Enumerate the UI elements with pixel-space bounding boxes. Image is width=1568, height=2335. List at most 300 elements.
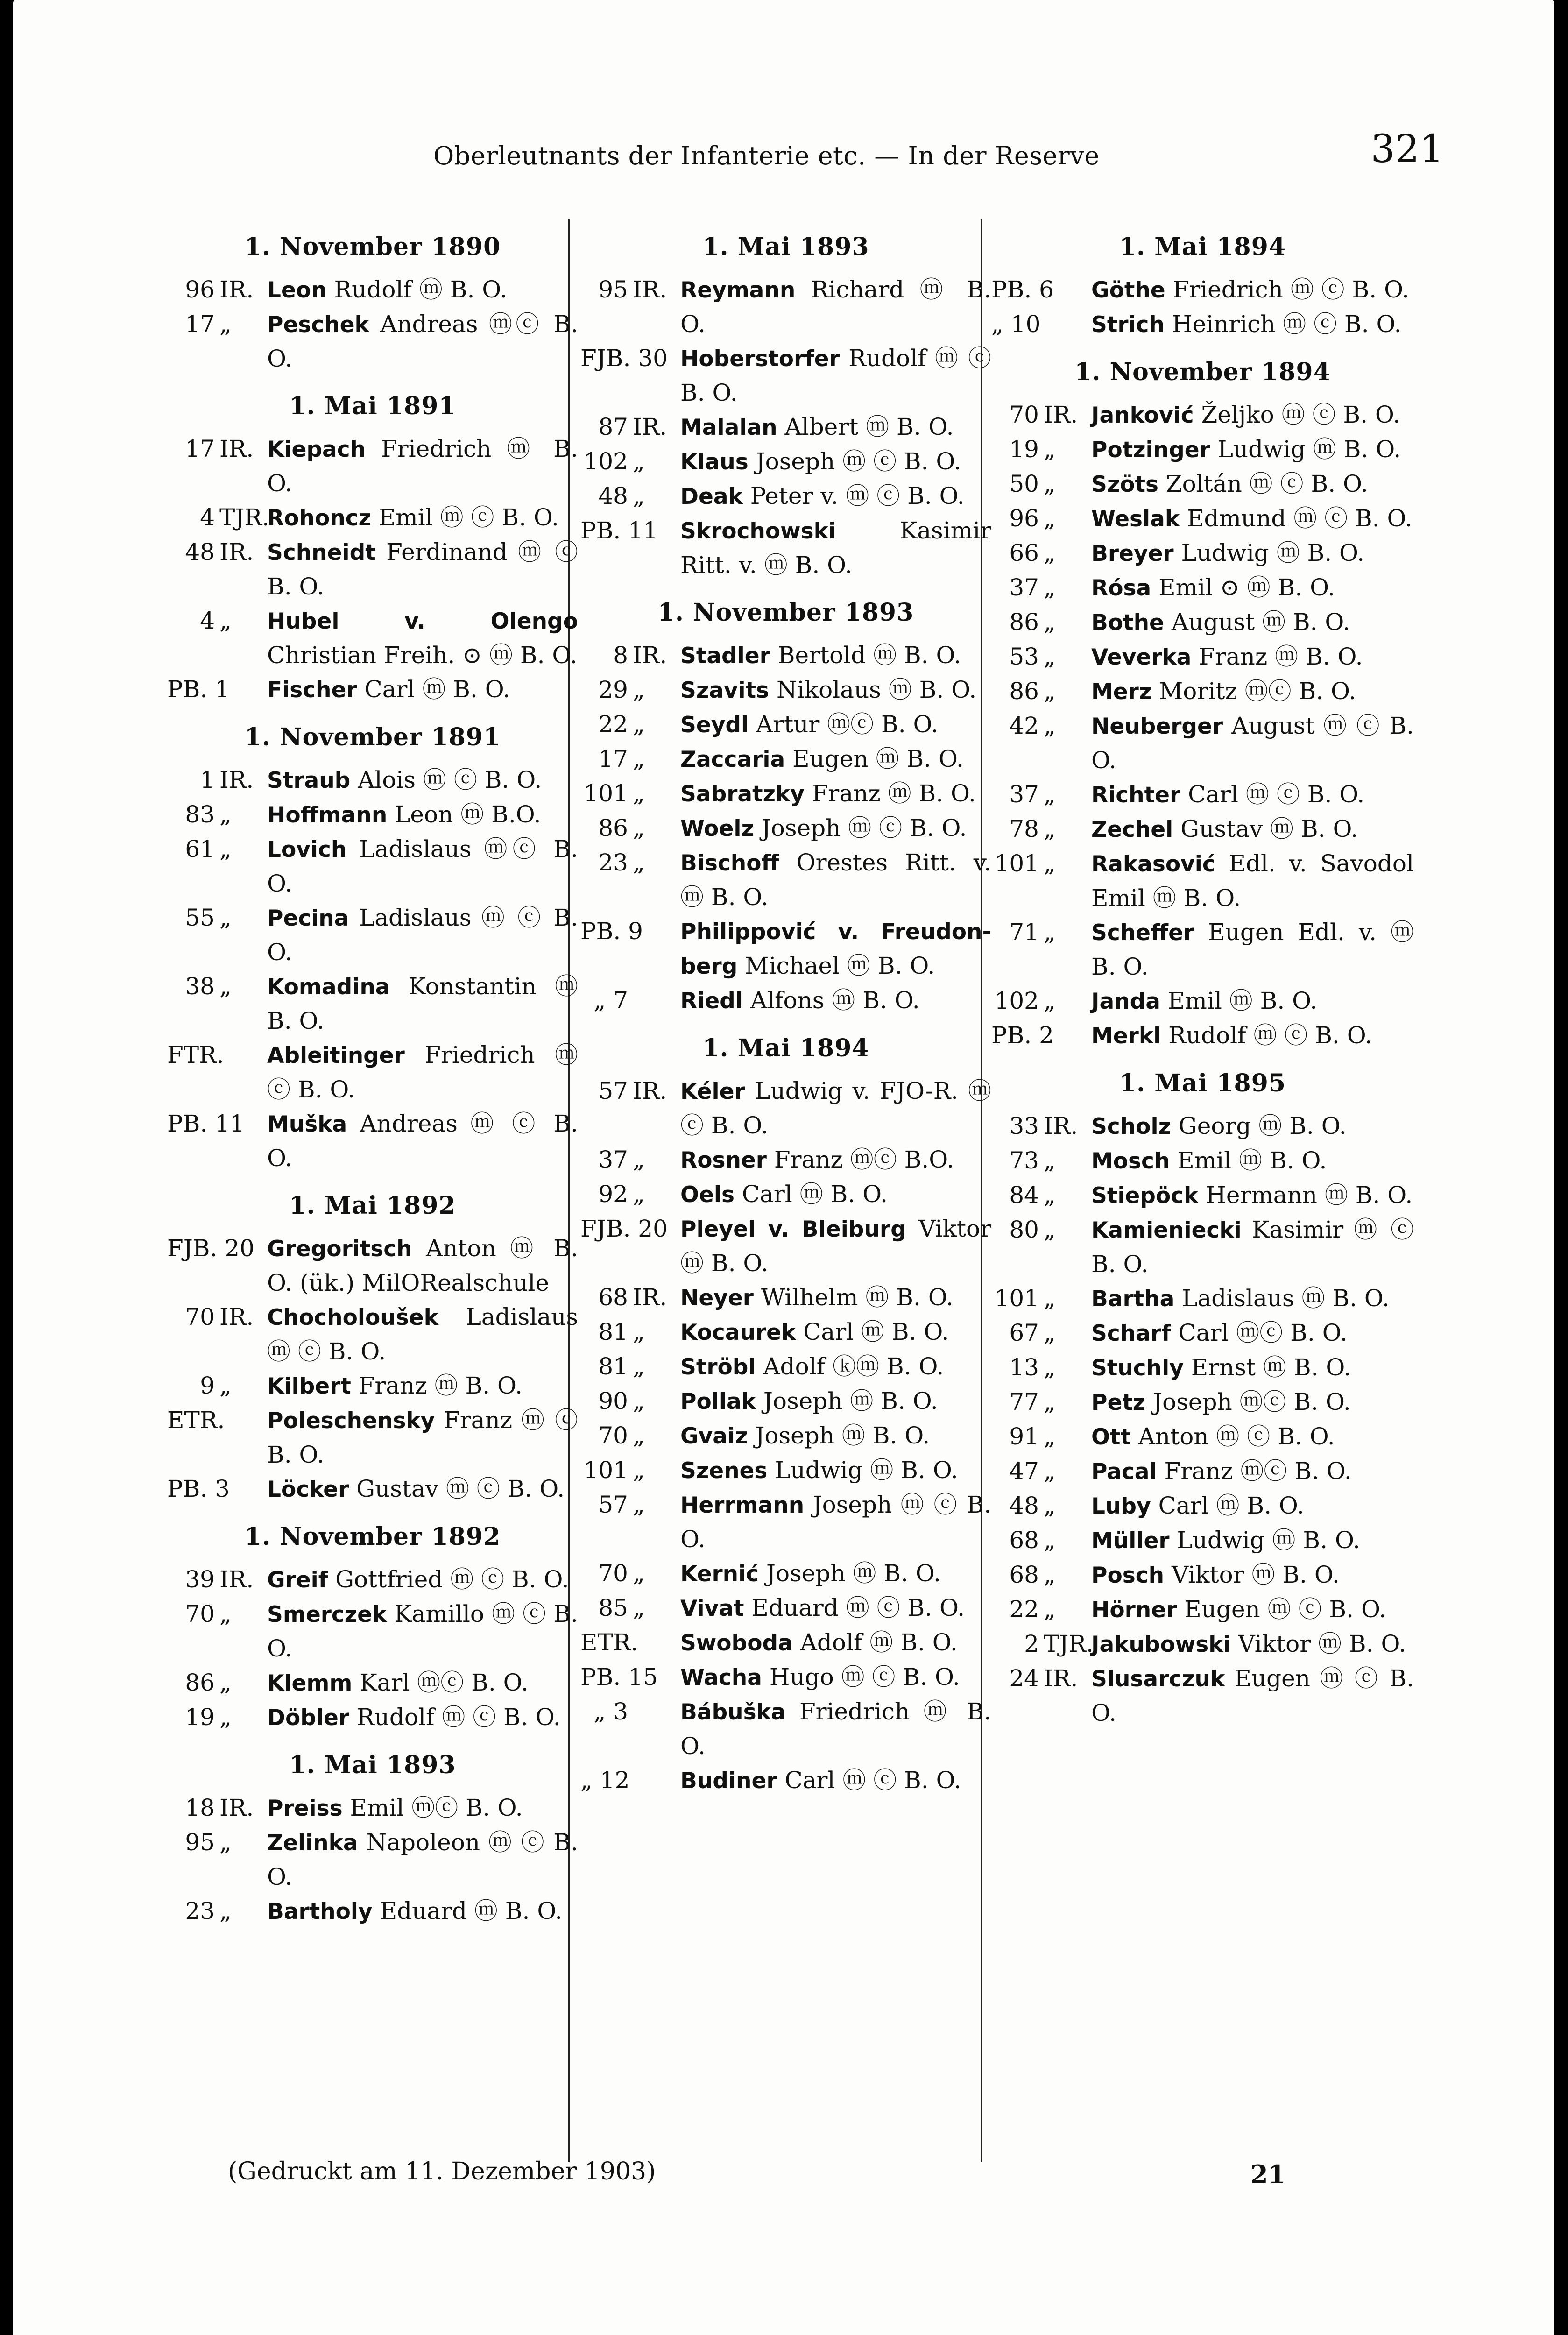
officer-text: [1091, 1213, 1414, 1281]
regiment-number: 37: [1009, 781, 1039, 808]
regiment-number: 22: [1009, 1596, 1039, 1623]
given-name-and-decorations: Richard ⓜ B. O.: [680, 276, 991, 338]
officer-text: [680, 638, 991, 673]
given-name-and-decorations: Kasimir ⓜ ⓒ B. O.: [1091, 1216, 1414, 1278]
officer-text: [267, 535, 578, 604]
regiment-type: [633, 341, 680, 410]
officer-entry: [991, 1213, 1414, 1281]
surname: Greif: [267, 1567, 328, 1593]
regiment-number: 102: [994, 987, 1039, 1014]
regiment-type: IR.: [633, 276, 667, 303]
officer-entry: [167, 1369, 578, 1403]
surname: Hubel v. Olengo: [267, 609, 578, 634]
regiment-type: IR.: [219, 766, 254, 793]
regiment-type: „: [633, 1318, 645, 1345]
surname: Rosner: [680, 1147, 767, 1173]
given-name-and-decorations: Christian Freih. ⊙ ⓜ B. O.: [267, 642, 578, 669]
regiment-type: „: [1044, 1216, 1056, 1243]
given-name-and-decorations: Emil ⓜ B. O.: [1167, 987, 1318, 1014]
surname: Stadler: [680, 643, 770, 669]
page: [13, 0, 1554, 2335]
given-name-and-decorations: Franz ⓜ B. O.: [812, 780, 976, 807]
officer-entry: [991, 640, 1414, 674]
surname: Straub: [267, 768, 351, 793]
regiment-number: „ 7: [593, 987, 628, 1014]
surname: Skrochowski: [680, 518, 836, 544]
regiment-type: „: [219, 1897, 232, 1925]
officer-entry: [167, 1791, 578, 1826]
regiment-type: „: [219, 607, 232, 634]
given-name-and-decorations: Ladislaus ⓜ ⓒ B. O.: [267, 1303, 578, 1365]
officer-entry: [167, 1563, 578, 1597]
surname: Ableitinger: [267, 1043, 405, 1068]
regiment-type: „: [1044, 1423, 1056, 1450]
regiment-type: „: [1044, 919, 1056, 946]
officer-text: [267, 273, 578, 307]
given-name-and-decorations: Joseph ⓜ B. O.: [766, 1560, 941, 1587]
officer-text: [680, 1557, 991, 1591]
regiment-type: „: [219, 1669, 232, 1696]
surname: Bartha: [1091, 1286, 1175, 1312]
officer-text: [1091, 1178, 1414, 1213]
officer-entry: [167, 969, 578, 1038]
regiment-type: „: [219, 801, 232, 828]
regiment-type: „: [219, 1829, 232, 1856]
given-name-and-decorations: Ludwig ⓜ B. O.: [1181, 539, 1364, 566]
officer-entry: [991, 536, 1414, 571]
surname: Zechel: [1091, 817, 1173, 842]
officer-text: [680, 1763, 991, 1798]
section-heading: 1. November 1893: [657, 598, 914, 627]
regiment-number: PB. 15: [580, 1663, 658, 1691]
print-note: (Gedruckt am 11. Dezember 1903): [228, 2158, 656, 2186]
officer-text: [1091, 1144, 1414, 1178]
regiment-number: 37: [1009, 574, 1039, 601]
surname: Hoberstorfer: [680, 346, 840, 372]
regiment-type: IR.: [219, 1566, 254, 1593]
surname: Komadina: [267, 974, 390, 1000]
officer-text: [680, 1074, 991, 1143]
given-name-and-decorations: Carl ⓜ B. O.: [742, 1181, 888, 1208]
given-name-and-decorations: Friedrich ⓜ B. O.: [680, 1698, 991, 1760]
surname: Herrmann: [680, 1493, 805, 1518]
regiment-number: 17: [598, 745, 628, 772]
section-heading: 1. Mai 1893: [289, 1751, 456, 1779]
surname: Löcker: [267, 1477, 349, 1502]
officer-entry: [580, 1557, 991, 1591]
officer-text: [1091, 847, 1414, 915]
regiment-type: „: [1044, 678, 1056, 705]
regiment-type: [1044, 273, 1091, 307]
surname: Pacal: [1091, 1459, 1157, 1485]
officer-entry: [167, 763, 578, 798]
given-name-and-decorations: Kasimir Ritt. v. ⓜ B. O.: [680, 517, 991, 579]
regiment-type: „: [633, 1181, 645, 1208]
regiment-number: 68: [598, 1284, 628, 1311]
regiment-number: 86: [185, 1669, 215, 1696]
regiment-number: „ 12: [580, 1767, 630, 1794]
officer-text: [267, 307, 578, 376]
given-name-and-decorations: Moritz ⓜⓒ B. O.: [1159, 678, 1356, 705]
regiment-type: „: [219, 1372, 232, 1399]
regiment-type: IR.: [219, 276, 254, 303]
regiment-type: [219, 672, 267, 707]
surname: Merkl: [1091, 1023, 1161, 1049]
given-name-and-decorations: Zoltán ⓜ ⓒ B. O.: [1165, 470, 1368, 497]
surname: Posch: [1091, 1563, 1165, 1588]
regiment-type: „: [633, 1146, 645, 1173]
given-name-and-decorations: Nikolaus ⓜ B. O.: [777, 676, 977, 703]
regiment-number: 102: [583, 448, 628, 475]
officer-text: [680, 273, 991, 341]
surname: Riedl: [680, 988, 743, 1014]
given-name-and-decorations: Artur ⓜⓒ B. O.: [756, 711, 939, 738]
officer-text: [680, 1453, 991, 1488]
regiment-type: „: [1044, 643, 1056, 670]
regiment-number: 24: [1009, 1665, 1039, 1692]
regiment-type: [219, 1403, 267, 1472]
regiment-type: „: [1044, 1285, 1056, 1312]
officer-text: [680, 1695, 991, 1763]
regiment-type: „: [1044, 505, 1056, 532]
surname: Preiss: [267, 1796, 343, 1821]
surname: Kocaurek: [680, 1320, 796, 1345]
regiment-number: 9: [200, 1372, 215, 1399]
surname: Gregoritsch: [267, 1236, 412, 1262]
surname: Vivat: [680, 1596, 744, 1621]
given-name-and-decorations: Konstantin ⓜ B. O.: [267, 973, 578, 1034]
regiment-type: „: [219, 904, 232, 931]
regiment-type: „: [633, 1594, 645, 1621]
regiment-type: TJR.: [1044, 1630, 1094, 1657]
officer-text: [267, 1300, 578, 1369]
officer-entry: [580, 341, 991, 410]
officer-entry: [580, 1143, 991, 1177]
officer-text: [267, 1791, 578, 1826]
regiment-number: 8: [613, 642, 628, 669]
surname: Kéler: [680, 1079, 745, 1104]
regiment-type: „: [1044, 574, 1056, 601]
officer-entry: [580, 1315, 991, 1350]
regiment-type: „: [1044, 1458, 1056, 1485]
surname: Kernić: [680, 1561, 759, 1587]
officer-entry: [580, 1488, 991, 1557]
surname: Rohoncz: [267, 505, 371, 531]
regiment-type: [633, 1660, 680, 1695]
officer-text: [1091, 467, 1414, 502]
officer-text: [1091, 1523, 1414, 1558]
officer-entry: [167, 1597, 578, 1666]
surname: Smerczek: [267, 1602, 387, 1627]
officer-entry: [167, 1038, 578, 1107]
regiment-type: [633, 514, 680, 582]
officer-entry: [991, 1454, 1414, 1489]
officer-entry: [991, 812, 1414, 847]
sheet-signature: 21: [1250, 2159, 1286, 2189]
surname: Sabratzky: [680, 781, 805, 807]
officer-text: [267, 1666, 578, 1700]
officer-text: [680, 1281, 991, 1315]
surname: Petz: [1091, 1390, 1146, 1415]
officer-entry: [991, 1489, 1414, 1523]
officer-entry: [167, 432, 578, 501]
regiment-number: 70: [1009, 401, 1039, 428]
regiment-number: 70: [185, 1600, 215, 1627]
surname: Richter: [1091, 782, 1181, 808]
regiment-number: 95: [185, 1829, 215, 1856]
officer-entry: [580, 1763, 991, 1798]
regiment-type: [219, 1107, 267, 1175]
regiment-type: „: [1044, 781, 1056, 808]
surname: Hoffmann: [267, 802, 388, 828]
officer-entry: [991, 273, 1414, 307]
column-3: [991, 230, 1414, 1730]
officer-text: [267, 798, 578, 832]
given-name-and-decorations: Joseph ⓜ ⓒ B. O.: [680, 1491, 992, 1553]
given-name-and-decorations: Anton ⓜ ⓒ B. O.: [1138, 1423, 1335, 1450]
surname: Janković: [1091, 403, 1194, 428]
regiment-number: 17: [185, 311, 215, 338]
regiment-type: „: [1044, 436, 1056, 463]
given-name-and-decorations: Eduard ⓜ ⓒ B. O.: [751, 1594, 965, 1621]
given-name-and-decorations: August ⓜ B. O.: [1171, 609, 1350, 636]
regiment-type: „: [633, 448, 645, 475]
officer-text: [680, 514, 991, 582]
given-name-and-decorations: Ludwig ⓜ B. O.: [1217, 436, 1401, 463]
surname: Mosch: [1091, 1148, 1170, 1174]
given-name-and-decorations: Ludwig v. FJO-R. ⓜ ⓒ B. O.: [680, 1077, 991, 1139]
officer-entry: [580, 1660, 991, 1695]
regiment-type: „: [633, 1457, 645, 1484]
regiment-number: 23: [598, 849, 628, 876]
officer-text: [1091, 1489, 1414, 1523]
section-heading: 1. Mai 1893: [702, 233, 869, 261]
officer-text: [680, 1350, 991, 1384]
given-name-and-decorations: Joseph ⓜⓒ B. O.: [1153, 1388, 1351, 1415]
officer-entry: [991, 1281, 1414, 1316]
officer-text: [680, 742, 991, 777]
officer-text: [267, 901, 578, 969]
surname: Muška: [267, 1111, 347, 1137]
given-name-and-decorations: Michael ⓜ B. O.: [745, 952, 935, 979]
officer-entry: [167, 501, 578, 535]
surname: Wacha: [680, 1665, 762, 1691]
officer-entry: [991, 307, 1414, 342]
officer-text: [1091, 778, 1414, 812]
surname: Lovich: [267, 837, 347, 863]
officer-entry: [991, 1385, 1414, 1420]
surname: Kiepach: [267, 437, 366, 462]
given-name-and-decorations: Viktor ⓜ B. O.: [680, 1215, 991, 1277]
surname: Woelz: [680, 816, 754, 842]
surname: Seydl: [680, 712, 749, 738]
officer-entry: [580, 1453, 991, 1488]
regiment-type: „: [633, 1560, 645, 1587]
regiment-type: „: [1044, 987, 1056, 1014]
regiment-number: FJB. 20: [580, 1215, 668, 1242]
regiment-number: 78: [1009, 815, 1039, 842]
officer-entry: [167, 901, 578, 969]
regiment-number: 48: [598, 482, 628, 509]
given-name-and-decorations: Franz ⓜⓒ B.O.: [774, 1146, 954, 1173]
given-name-and-decorations: Friedrich ⓜ ⓒ B. O.: [267, 1041, 578, 1103]
surname: Stuchly: [1091, 1355, 1184, 1381]
regiment-number: 96: [1009, 505, 1039, 532]
given-name-and-decorations: Alois ⓜ ⓒ B. O.: [358, 766, 542, 793]
given-name-and-decorations: Adolf ⓜ B. O.: [800, 1629, 958, 1656]
officer-text: [267, 1403, 578, 1472]
officer-entry: [580, 708, 991, 742]
officer-text: [267, 1700, 578, 1735]
regiment-number: 101: [583, 780, 628, 807]
regiment-number: 73: [1009, 1147, 1039, 1174]
officer-entry: [580, 1281, 991, 1315]
given-name-and-decorations: August ⓜ ⓒ B. O.: [1091, 712, 1414, 774]
officer-entry: [167, 273, 578, 307]
regiment-type: IR.: [219, 1794, 254, 1821]
officer-text: [1091, 502, 1414, 536]
surname: Deak: [680, 484, 743, 509]
regiment-type: „: [1044, 470, 1056, 497]
given-name-and-decorations: Carl ⓜ B. O.: [364, 676, 510, 703]
regiment-type: IR.: [219, 1303, 254, 1330]
surname: Luby: [1091, 1493, 1151, 1519]
officer-entry: [991, 605, 1414, 640]
officer-entry: [580, 984, 991, 1018]
officer-entry: [991, 1019, 1414, 1053]
officer-text: [267, 1563, 578, 1597]
officer-text: [1091, 1385, 1414, 1420]
regiment-number: 61: [185, 835, 215, 863]
surname: Veverka: [1091, 644, 1192, 670]
officer-entry: [991, 1420, 1414, 1454]
given-name-and-decorations: Gottfried ⓜ ⓒ B. O.: [335, 1566, 569, 1593]
section-heading: 1. November 1892: [244, 1522, 501, 1551]
officer-text: [267, 1597, 578, 1666]
officer-entry: [580, 1074, 991, 1143]
officer-text: [267, 501, 578, 535]
regiment-type: [219, 1472, 267, 1507]
surname: Pollak: [680, 1389, 756, 1415]
officer-text: [680, 811, 991, 846]
regiment-type: „: [1044, 1492, 1056, 1519]
officer-text: [267, 763, 578, 798]
regiment-number: 86: [598, 814, 628, 842]
officer-entry: [167, 1700, 578, 1735]
officer-text: [267, 832, 578, 901]
running-title: Oberleutnants der Infanterie etc. — In der Reserve: [433, 141, 1100, 170]
regiment-number: 23: [185, 1897, 215, 1925]
officer-entry: [167, 1231, 578, 1300]
officer-text: [267, 1038, 578, 1107]
officer-entry: [580, 1212, 991, 1281]
regiment-type: „: [633, 849, 645, 876]
officer-text: [1091, 1558, 1414, 1592]
officer-entry: [167, 1472, 578, 1507]
regiment-type: „: [219, 973, 232, 1000]
officer-text: [1091, 432, 1414, 467]
officer-text: [1091, 307, 1414, 342]
regiment-type: „: [1044, 1527, 1056, 1554]
given-name-and-decorations: Rudolf ⓜ B. O.: [334, 276, 508, 303]
given-name-and-decorations: Joseph ⓜ B. O.: [755, 1422, 930, 1449]
officer-entry: [991, 1662, 1414, 1730]
regiment-number: 101: [994, 1285, 1039, 1312]
officer-entry: [580, 811, 991, 846]
given-name-and-decorations: Andreas ⓜⓒ B. O.: [267, 311, 578, 372]
officer-entry: [580, 1419, 991, 1453]
officer-entry: [991, 398, 1414, 432]
regiment-number: 17: [185, 435, 215, 462]
surname: Gvaiz: [680, 1423, 748, 1449]
surname: Klaus: [680, 449, 749, 475]
section-heading: 1. Mai 1892: [289, 1191, 456, 1220]
surname: Janda: [1091, 989, 1161, 1014]
officer-text: [1091, 1281, 1414, 1316]
officer-text: [1091, 1019, 1414, 1053]
officer-entry: [580, 514, 991, 582]
given-name-and-decorations: Eduard ⓜ B. O.: [380, 1897, 563, 1925]
officer-text: [680, 445, 991, 479]
surname: Szöts: [1091, 472, 1158, 497]
regiment-number: 85: [598, 1594, 628, 1621]
officer-entry: [580, 1591, 991, 1626]
officer-text: [1091, 398, 1414, 432]
officer-entry: [991, 1558, 1414, 1592]
surname: Scholz: [1091, 1114, 1171, 1139]
officer-entry: [580, 742, 991, 777]
regiment-type: IR.: [633, 642, 667, 669]
regiment-type: [633, 1763, 680, 1798]
regiment-type: „: [633, 676, 645, 703]
regiment-number: 57: [598, 1491, 628, 1518]
officer-entry: [167, 672, 578, 707]
officer-text: [267, 1894, 578, 1929]
regiment-type: „: [1044, 1388, 1056, 1415]
officer-text: [680, 673, 991, 708]
regiment-type: „: [1044, 815, 1056, 842]
surname: Klemm: [267, 1670, 353, 1696]
officer-text: [1091, 984, 1414, 1019]
regiment-number: 101: [994, 850, 1039, 877]
regiment-type: „: [1044, 609, 1056, 636]
officer-text: [267, 969, 578, 1038]
surname: Stiepöck: [1091, 1183, 1199, 1209]
officer-entry: [991, 1627, 1414, 1662]
regiment-number: 37: [598, 1146, 628, 1173]
officer-entry: [580, 914, 991, 984]
regiment-number: 70: [598, 1422, 628, 1449]
officer-text: [1091, 536, 1414, 571]
regiment-number: PB. 11: [580, 517, 658, 544]
regiment-type: [633, 1212, 680, 1281]
regiment-number: ETR.: [580, 1629, 638, 1656]
surname: Peschek: [267, 312, 369, 338]
given-name-and-decorations: Ernst ⓜ B. O.: [1191, 1354, 1351, 1381]
regiment-type: [633, 984, 680, 1018]
officer-text: [680, 1384, 991, 1419]
surname: Merz: [1091, 679, 1152, 705]
officer-text: [680, 1591, 991, 1626]
regiment-number: 83: [185, 801, 215, 828]
regiment-type: „: [633, 1422, 645, 1449]
officer-entry: [167, 1666, 578, 1700]
regiment-number: 53: [1009, 643, 1039, 670]
regiment-number: 77: [1009, 1388, 1039, 1415]
officer-text: [680, 1419, 991, 1453]
officer-text: [680, 846, 991, 914]
regiment-number: 13: [1009, 1354, 1039, 1381]
